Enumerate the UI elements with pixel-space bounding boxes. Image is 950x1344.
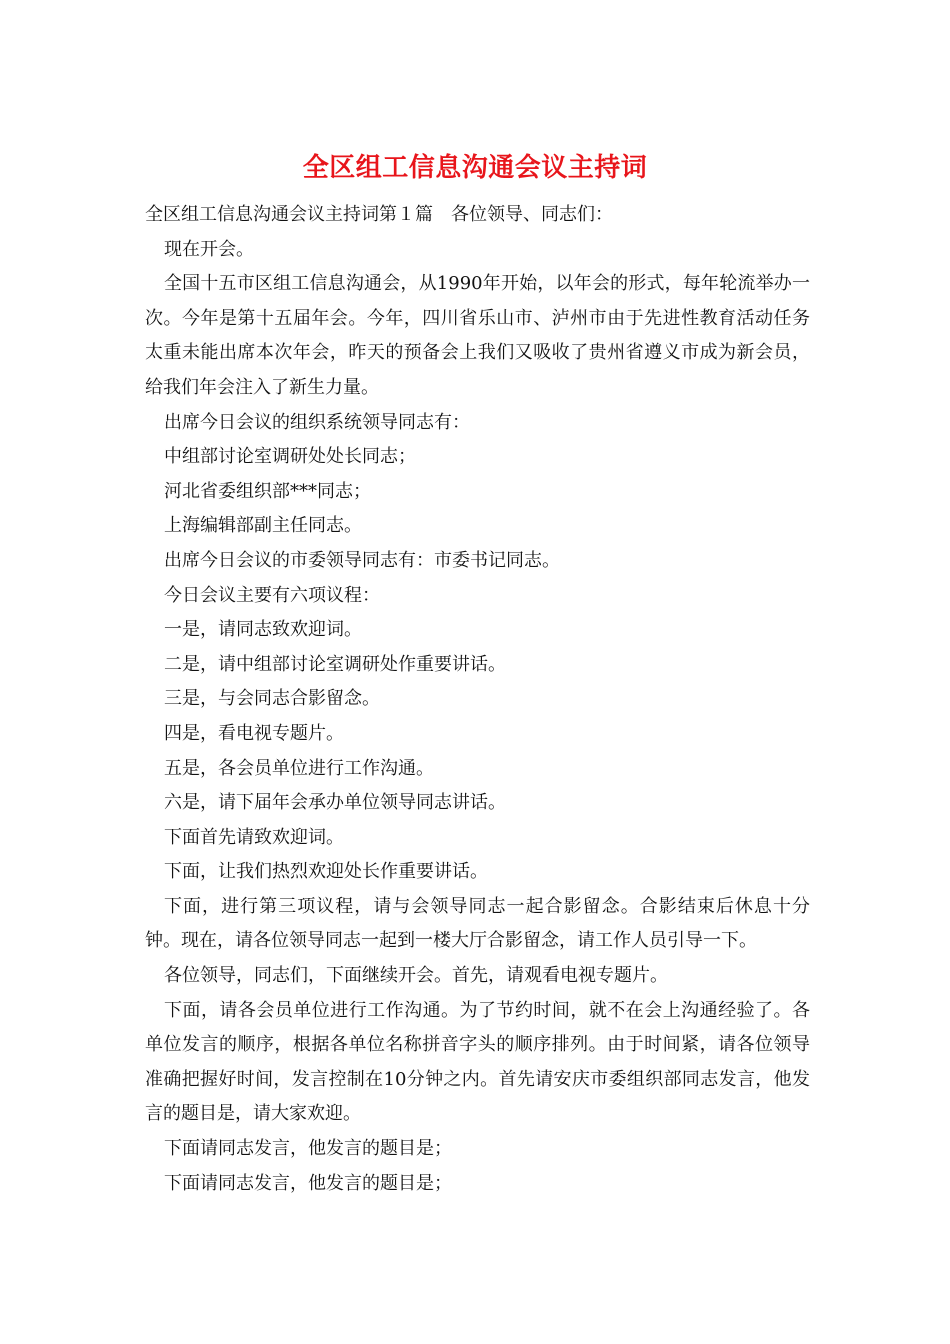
paragraph: 下面请同志发言，他发言的题目是； — [164, 1172, 452, 1194]
paragraph: 下面请同志发言，他发言的题目是； — [164, 1138, 452, 1160]
opening-greeting: 各位领导、同志们： — [451, 204, 613, 225]
paragraph: 一是，请同志致欢迎词。 — [164, 619, 362, 641]
paragraph: 河北省委组织部***同志； — [164, 480, 371, 502]
paragraph: 下面首先请致欢迎词。 — [164, 826, 344, 848]
document-body — [145, 198, 810, 1201]
paragraph: 中组部讨论室调研处处长同志； — [164, 446, 416, 468]
paragraph: 各位领导，同志们，下面继续开会。首先，请观看电视专题片。 — [164, 965, 668, 987]
paragraph: 下面，请各会员单位进行工作沟通。为了节约时间，就不在会上沟通经验了。各单位发言的顺序，根据各单位名称拼音字头的顺序排列。由于时间紧，请各位领导准确把握好时间，发言控制在10分钟之内。首先请安庆市委组织部同志发言，他发言的题目是，请大家欢迎。 — [145, 999, 810, 1125]
paragraph: 出席今日会议的组织系统领导同志有： — [164, 411, 470, 433]
paragraph: 下面，进行第三项议程，请与会领导同志一起合影留念。合影结束后休息十分钟。现在，请各位领导同志一起到一楼大厅合影留念，请工作人员引导一下。 — [145, 895, 810, 952]
paragraph: 三是，与会同志合影留念。 — [164, 688, 380, 710]
opening-lead: 全区组工信息沟通会议主持词第１篇 — [145, 204, 433, 225]
opening-paragraph — [145, 198, 810, 233]
paragraph: 现在开会。 — [164, 238, 254, 260]
paragraph: 四是，看电视专题片。 — [164, 722, 344, 744]
paragraph: 今日会议主要有六项议程： — [164, 584, 380, 606]
paragraph: 下面，让我们热烈欢迎处长作重要讲话。 — [164, 861, 488, 883]
document-title: 全区组工信息沟通会议主持词 — [302, 153, 648, 183]
paragraph: 二是，请中组部讨论室调研处作重要讲话。 — [164, 653, 506, 675]
paragraph: 出席今日会议的市委领导同志有：市委书记同志。 — [164, 549, 560, 571]
paragraph: 上海编辑部副主任同志。 — [164, 515, 362, 537]
paragraph: 五是，各会员单位进行工作沟通。 — [164, 757, 434, 779]
paragraph: 六是，请下届年会承办单位领导同志讲话。 — [164, 792, 506, 814]
paragraph: 全国十五市区组工信息沟通会，从1990年开始，以年会的形式，每年轮流举办一次。今年是第十五届年会。今年，四川省乐山市、泸州市由于先进性教育活动任务太重未能出席本次年会，昨天的预备会上我们又吸收了贵州省遵义市成为新会员，给我们年会注入了新生力量。 — [145, 273, 810, 398]
